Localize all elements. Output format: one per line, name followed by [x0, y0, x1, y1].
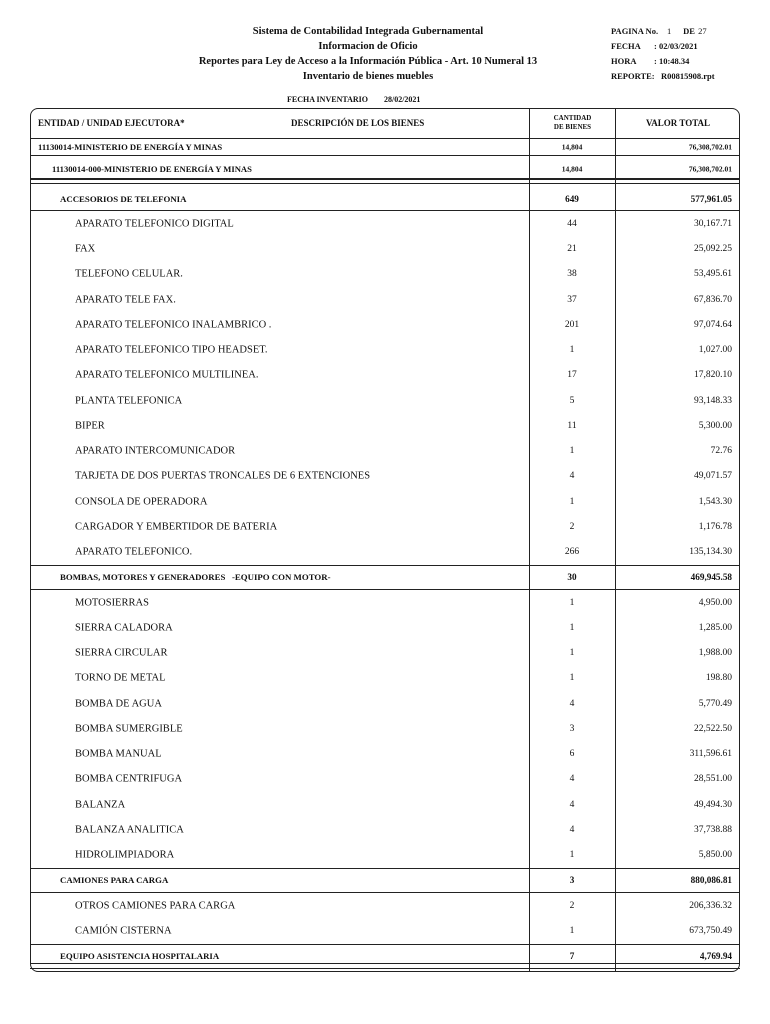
date-info: [611, 39, 761, 54]
item-value: 198.80: [705, 673, 732, 684]
item-description: MOTOSIERRAS: [75, 597, 149, 608]
inventory-date: [287, 95, 420, 104]
report-title-line-4: Inventario de bienes muebles: [302, 71, 434, 82]
table-row: [30, 615, 740, 640]
item-description: CAMIÓN CISTERNA: [75, 925, 172, 937]
column-header-description: DESCRIPCIÓN DE LOS BIENES: [291, 118, 425, 128]
date-value: : 02/03/2021: [654, 41, 698, 51]
item-quantity: 4: [569, 799, 575, 810]
category-quantity: 649: [565, 193, 579, 204]
item-value: 28,551.00: [694, 774, 732, 785]
report-id-value: R00815908.rpt: [661, 71, 715, 81]
table-row: [30, 742, 740, 767]
report-id-info: [611, 69, 761, 84]
item-description: CONSOLA DE OPERADORA: [75, 496, 208, 507]
table-row: [30, 767, 740, 792]
inventory-date-value: 28/02/2021: [383, 95, 421, 104]
item-value: 67,836.70: [694, 294, 732, 305]
table-row: [30, 489, 740, 514]
unit-divider: [30, 178, 740, 180]
column-header-quantity-line-2: DE BIENES: [553, 123, 592, 131]
item-quantity: 1: [569, 597, 575, 608]
category-description: EQUIPO ASISTENCIA HOSPITALARIA: [60, 951, 220, 961]
table-row: [30, 590, 740, 615]
report-title-line-1: Sistema de Contabilidad Integrada Gubernamental: [252, 26, 484, 37]
item-description: BOMBA MANUAL: [75, 748, 162, 760]
page-info: [611, 24, 761, 39]
table-row: [30, 641, 740, 666]
table-bottom-divider: [30, 963, 740, 964]
table-row: [30, 817, 740, 842]
unit-divider-secondary: [30, 183, 740, 184]
category-divider-top: [30, 565, 740, 566]
unit-value: 76,308,702.01: [688, 164, 732, 174]
item-description: TARJETA DE DOS PUERTAS TRONCALES DE 6 EXTENCIONES: [75, 470, 371, 482]
unit-name: 11130014-000-MINISTERIO DE ENERGÍA Y MINAS: [52, 164, 252, 174]
item-quantity: 3: [569, 723, 575, 734]
item-description: HIDROLIMPIADORA: [75, 849, 175, 861]
table-row: [30, 716, 740, 741]
item-quantity: 1: [569, 925, 575, 936]
unit-quantity: 14,804: [561, 164, 583, 174]
time-value: : 10:48.34: [654, 56, 690, 66]
item-quantity: 266: [564, 547, 580, 557]
category-quantity: 7: [569, 951, 575, 961]
item-quantity: 1: [569, 446, 575, 456]
item-quantity: 5: [569, 395, 575, 406]
page-number: 1: [666, 26, 672, 36]
item-value: 49,494.30: [694, 799, 732, 810]
item-quantity: 4: [569, 698, 575, 709]
item-value: 4,950.00: [698, 597, 732, 608]
item-description: APARATO TELEFONICO INALAMBRICO .: [75, 319, 272, 331]
item-value: 673,750.49: [689, 925, 732, 936]
item-value: 135,134.30: [689, 547, 732, 557]
category-row: [30, 565, 740, 590]
table-row: [30, 262, 740, 287]
time-info: [611, 54, 761, 69]
category-row: [30, 186, 740, 211]
item-value: 311,596.61: [689, 749, 732, 759]
table-row: [30, 514, 740, 539]
category-row: [30, 944, 740, 969]
item-description: TORNO DE METAL: [75, 672, 166, 684]
table-row: [30, 843, 740, 868]
category-description: BOMBAS, MOTORES Y GENERADORES -EQUIPO CON MOTOR-: [60, 572, 331, 583]
item-quantity: 1: [569, 622, 575, 633]
item-description: TELEFONO CELULAR.: [75, 268, 183, 280]
item-value: 5,850.00: [698, 850, 732, 860]
entity-divider: [30, 155, 740, 156]
category-quantity: 3: [569, 875, 575, 886]
item-description: APARATO TELEFONICO DIGITAL: [75, 218, 234, 230]
item-description: APARATO TELEFONICO TIPO HEADSET.: [75, 344, 268, 356]
item-value: 17,820.10: [694, 370, 732, 381]
page-total: 27: [698, 26, 707, 36]
table-row: [30, 363, 740, 388]
item-quantity: 17: [567, 370, 577, 381]
item-description: BALANZA ANALITICA: [75, 824, 184, 836]
report-title-block: [150, 24, 586, 84]
item-quantity: 1: [569, 345, 575, 355]
item-quantity: 6: [569, 749, 575, 759]
table-row: [30, 287, 740, 312]
item-value: 1,027.00: [698, 345, 732, 355]
item-description: APARATO INTERCOMUNICADOR: [75, 445, 236, 457]
category-description: ACCESORIOS DE TELEFONIA: [60, 193, 187, 204]
item-value: 1,285.00: [698, 622, 732, 633]
time-label: HORA: [611, 56, 637, 66]
item-description: BIPER: [75, 420, 105, 432]
item-quantity: 1: [569, 850, 575, 860]
item-description: FAX: [75, 243, 96, 255]
unit-row: [30, 160, 740, 178]
date-label: FECHA: [611, 41, 641, 51]
item-quantity: 1: [569, 673, 575, 684]
category-value: 469,945.58: [690, 572, 732, 583]
page-label: PAGINA No.: [611, 26, 659, 36]
item-quantity: 2: [569, 900, 575, 911]
table-row: [30, 918, 740, 943]
item-description: SIERRA CALADORA: [75, 622, 173, 634]
item-value: 25,092.25: [694, 244, 732, 254]
inventory-date-label: FECHA INVENTARIO: [287, 95, 368, 104]
category-divider-top: [30, 868, 740, 869]
item-quantity: 4: [569, 774, 575, 785]
table-row: [30, 893, 740, 918]
item-description: SIERRA CIRCULAR: [75, 647, 168, 659]
item-description: BOMBA SUMERGIBLE: [75, 723, 183, 735]
table-row: [30, 388, 740, 413]
item-value: 97,074.64: [694, 319, 732, 330]
category-description: CAMIONES PARA CARGA: [60, 875, 169, 886]
column-header-value: VALOR TOTAL: [645, 118, 711, 128]
table-row: [30, 237, 740, 262]
category-quantity: 30: [567, 572, 577, 583]
table-row: [30, 464, 740, 489]
report-title-line-3: Reportes para Ley de Acceso a la Información Pública - Art. 10 Numeral 13: [198, 56, 538, 67]
item-quantity: 1: [569, 496, 575, 507]
entity-name: 11130014-MINISTERIO DE ENERGÍA Y MINAS: [38, 142, 223, 152]
table-row: [30, 792, 740, 817]
item-value: 93,148.33: [694, 395, 732, 406]
item-value: 49,071.57: [694, 471, 732, 482]
table-row: [30, 540, 740, 565]
item-quantity: 11: [567, 420, 577, 431]
table-row: [30, 211, 740, 236]
category-value: 4,769.94: [699, 951, 732, 961]
item-value: 37,738.88: [694, 824, 732, 835]
table-row: [30, 413, 740, 438]
item-description: CARGADOR Y EMBERTIDOR DE BATERIA: [75, 521, 278, 533]
item-description: APARATO TELEFONICO MULTILINEA.: [75, 369, 259, 381]
item-description: PLANTA TELEFONICA: [75, 395, 183, 406]
item-quantity: 37: [567, 294, 577, 305]
item-value: 22,522.50: [694, 723, 732, 734]
item-quantity: 44: [567, 218, 577, 229]
item-quantity: 38: [567, 269, 577, 280]
item-description: OTROS CAMIONES PARA CARGA: [75, 900, 236, 911]
category-row: [30, 868, 740, 893]
table-row: [30, 666, 740, 691]
item-value: 1,176.78: [698, 521, 732, 532]
page-of-label: DE: [683, 26, 695, 36]
item-quantity: 1: [569, 648, 575, 658]
item-value: 5,770.49: [698, 698, 732, 709]
table-row: [30, 691, 740, 716]
report-title-line-2: Informacion de Oficio: [318, 41, 418, 52]
category-divider-bottom: [30, 968, 740, 969]
item-description: BOMBA DE AGUA: [75, 698, 162, 709]
report-id-label: REPORTE:: [611, 71, 655, 81]
item-quantity: 4: [569, 471, 575, 482]
item-description: BALANZA: [75, 799, 126, 810]
table-row: [30, 338, 740, 363]
item-value: 72.76: [710, 446, 732, 456]
item-description: BOMBA CENTRIFUGA: [75, 773, 183, 785]
item-value: 1,988.00: [698, 648, 732, 658]
table-row: [30, 439, 740, 464]
report-meta: [611, 24, 761, 84]
item-description: APARATO TELE FAX.: [75, 294, 176, 305]
column-header-entity: ENTIDAD / UNIDAD EJECUTORA*: [38, 118, 185, 128]
entity-quantity: 14,804: [561, 142, 583, 152]
item-quantity: 21: [567, 244, 577, 254]
item-quantity: 201: [564, 319, 580, 330]
column-header-quantity-line-1: CANTIDAD: [553, 114, 592, 122]
category-value: 577,961.05: [690, 193, 732, 204]
table-row: [30, 312, 740, 337]
item-quantity: 4: [569, 824, 575, 835]
item-value: 30,167.71: [694, 218, 732, 229]
item-value: 206,336.32: [689, 900, 732, 911]
column-header-quantity: [530, 108, 615, 138]
item-description: APARATO TELEFONICO.: [75, 546, 193, 558]
category-divider-top: [30, 944, 740, 945]
item-value: 5,300.00: [698, 420, 732, 431]
entity-value: 76,308,702.01: [688, 142, 732, 152]
item-value: 1,543.30: [698, 496, 732, 507]
item-quantity: 2: [569, 521, 575, 532]
category-value: 880,086.81: [690, 875, 732, 886]
entity-row: [30, 139, 740, 155]
item-value: 53,495.61: [694, 269, 732, 280]
